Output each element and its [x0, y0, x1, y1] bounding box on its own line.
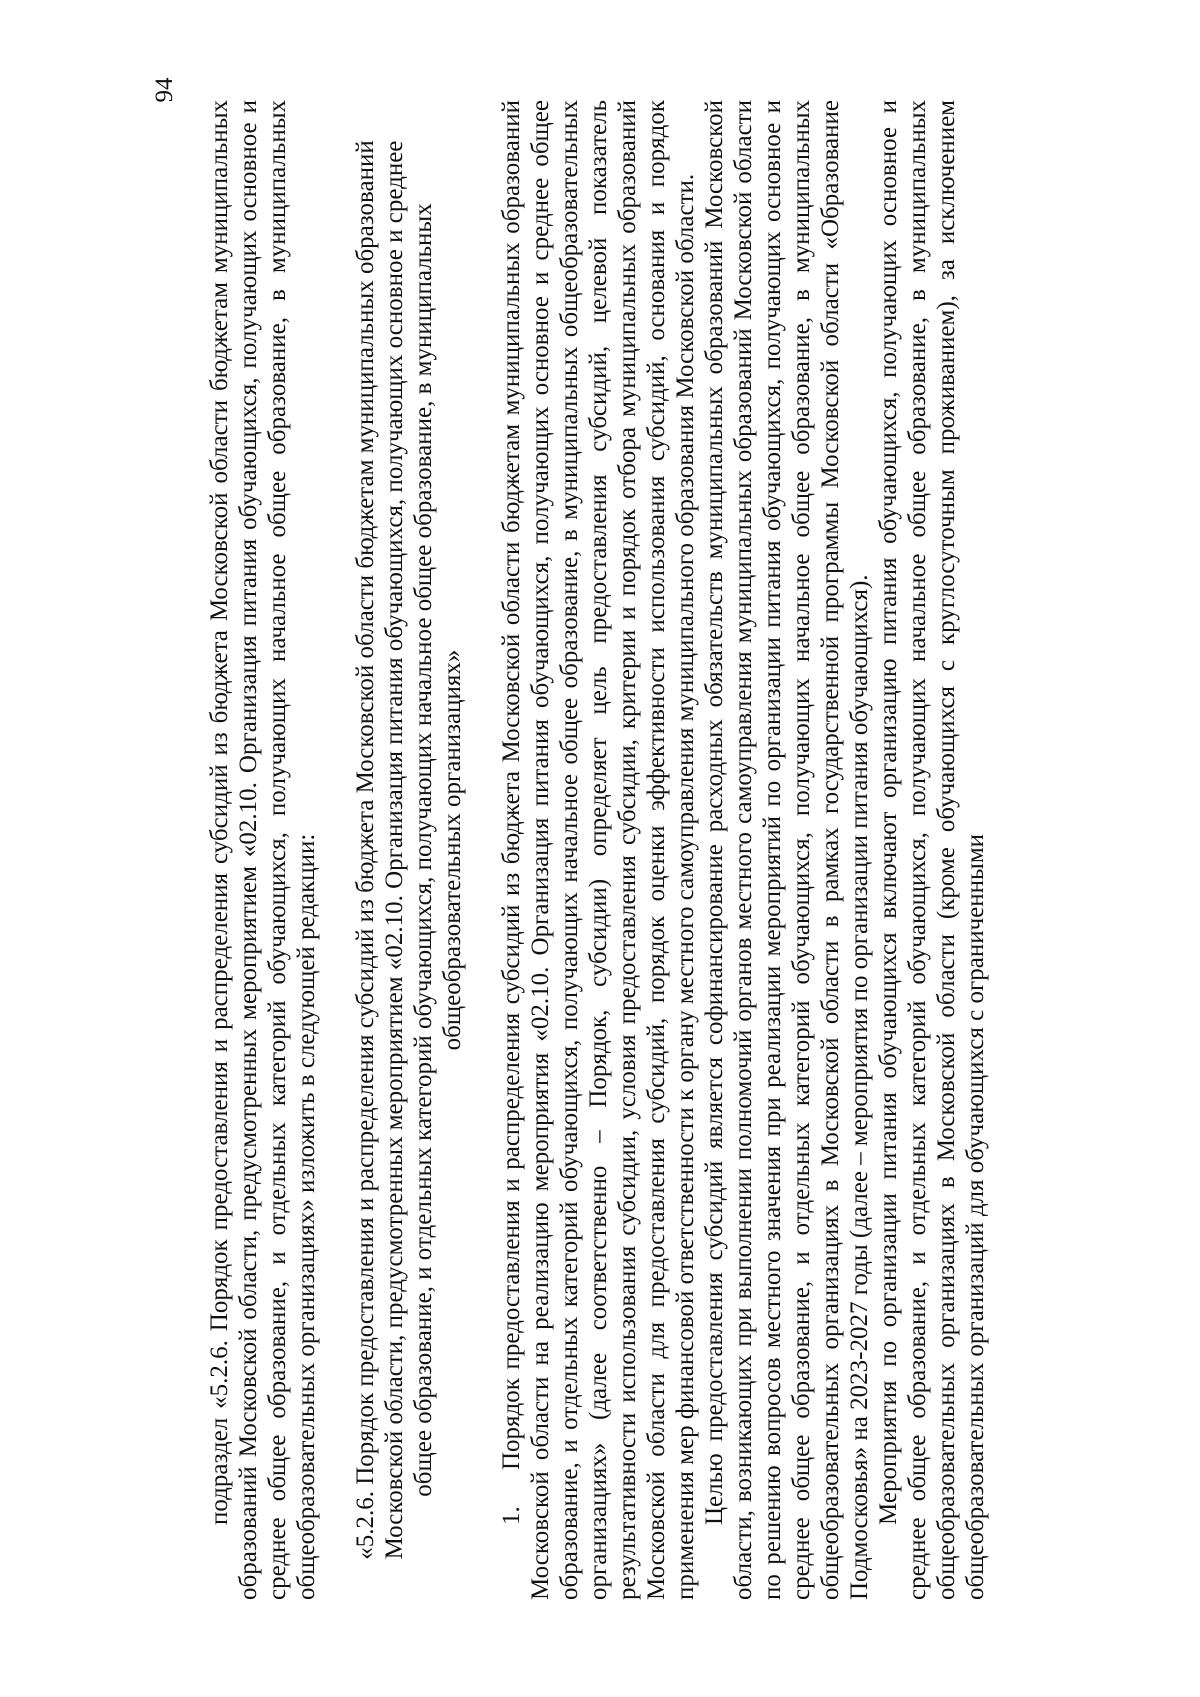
paragraph-1-number: 1.	[498, 1506, 525, 1525]
rotated-content	[150, 77, 1130, 1600]
paragraph-1-text: Порядок предоставления и распределения субсидий из бюджета Московской области бюджетам муниципальных образований Московской области на реализацию мероприятия «02.10. Организация питания обучающихся, получающих основное и среднее общее образование, и отдельных категорий обучающихся, получающих начальное общее образование, в муниципальных общеобразовательных организациях» (далее соответственно – Порядок, субсидии) определяет цель предоставления субсидий, целевой показатель результативности использования субсидии, условия предоставления субсидии, критерии и порядок отбора муниципальных образований Московской области для предоставления субсидий, порядок оценки эффективности использования субсидий, основания и порядок применения мер финансовой ответственности к органу местного самоуправления муниципального образования Московской области.	[498, 100, 699, 1600]
paragraph-1	[497, 100, 700, 1600]
section-heading: «5.2.6. Порядок предоставления и распределения субсидий из бюджета Московской области бюджетам муниципальных образований Московской области, предусмотренных мероприятием «02.10. Организация питания обучающихся, получающих основное и среднее общее образование, и отдельных категорий обучающихся, получающих начальное общее образование, в муниципальных общеобразовательных организациях»	[352, 140, 466, 1560]
paragraph-2: Целью предоставления субсидий является софинансирование расходных обязательств муниципальных образований Московской области, возникающих при выполнении полномочий органов местного самоуправления муниципальных образований Московской области по решению вопросов местного значения при реализации мероприятий по организации питания обучающихся, получающих основное и среднее общее образование, и отдельных категорий обучающихся, получающих начальное общее образование, в муниципальных общеобразовательных организациях в Московской области в рамках государственной программы Московской области «Образование Подмосковья» на 2023-2027 годы (далее – мероприятия по организации питания обучающихся).	[701, 100, 873, 1600]
intro-paragraph: подраздел «5.2.6. Порядок предоставления и распределения субсидий из бюджета Московской области бюджетам муниципальных образований Московской области, предусмотренных мероприятием «02.10. Организация питания обучающихся, получающих основное и среднее общее образование, и отдельных категорий обучающихся, получающих начальное общее образование, в муниципальных общеобразовательных организациях» изложить в следующей редакции:	[206, 100, 320, 1600]
page-number: 94	[151, 77, 178, 103]
paragraph-3: Мероприятия по организации питания обучающихся включают организацию питания обучающихся, получающих основное и среднее общее образование, и отдельных категорий обучающихся, получающих начальное общее образование, в муниципальных общеобразовательных организациях в Московской области (кроме обучающихся с круглосуточным проживанием), за исключением общеобразовательных организаций для обучающихся с ограниченными	[875, 100, 989, 1600]
